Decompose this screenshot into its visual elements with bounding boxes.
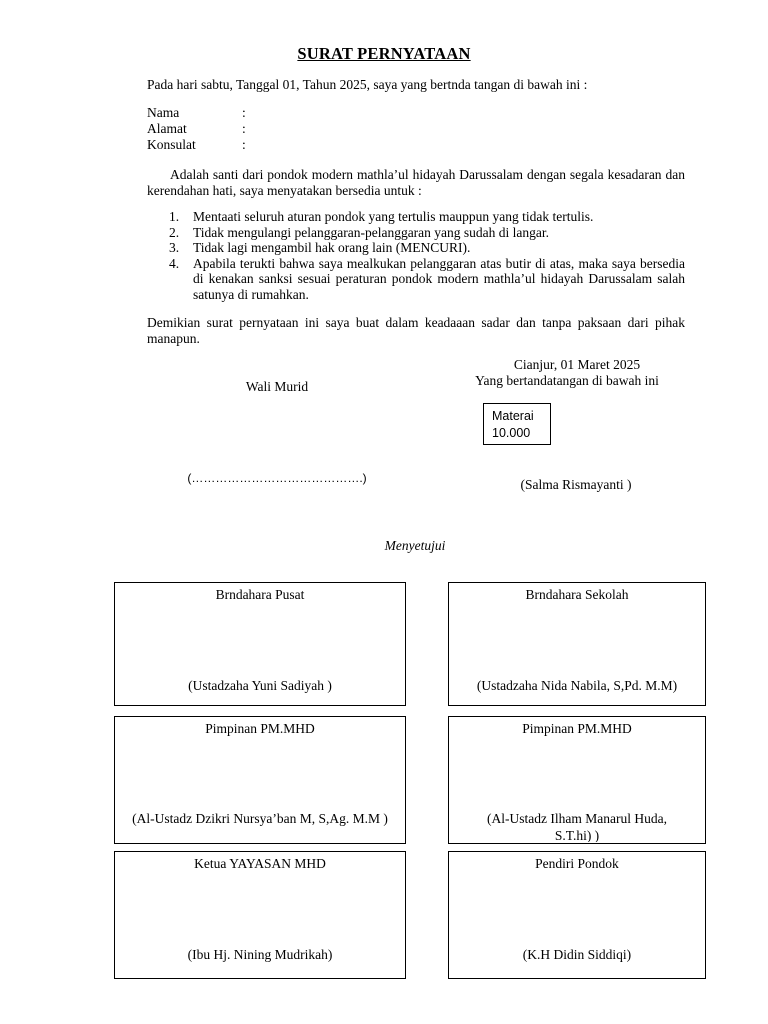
list-item-number: 3. xyxy=(169,240,180,255)
approval-name: (K.H Didin Siddiqi) xyxy=(522,947,632,962)
field-colon-alamat: : xyxy=(242,121,246,136)
statement-text: Adalah santi dari pondok modern mathla’ul hidayah Darussalam dengan segala kesadaran dan kerendahan hati, saya menyatakan bersedia untuk : xyxy=(147,167,685,198)
wali-signature-line: (…………………………………….) xyxy=(187,471,367,485)
list-item-number: 2. xyxy=(169,224,180,240)
list-item-text: Tidak lagi mengambil hak orang lain (MENCURI). xyxy=(193,240,471,255)
approval-name: (Ustadzaha Nida Nabila, S,Pd. M.M) xyxy=(476,678,678,693)
approval-box-pimpinan-2 xyxy=(448,716,706,844)
approval-name: (Al-Ustadz Dzikri Nursya’ban M, S,Ag. M.M ) xyxy=(132,811,388,826)
approval-heading: Menyetujui xyxy=(384,538,446,553)
list-item-text: Mentaati seluruh aturan pondok yang tertulis mauppun yang tidak tertulis. xyxy=(193,209,594,224)
place-date: Cianjur, 01 Maret 2025 xyxy=(513,357,641,372)
approval-role: Pimpinan PM.MHD xyxy=(522,721,632,736)
list-item xyxy=(147,225,685,241)
materai-label: Materai xyxy=(492,409,534,423)
list-item-text: Apabila terukti bahwa saya mealkukan pelanggaran atas butir di atas, maka saya bersedia di kenakan sanksi sesuai peraturan pondok modern mathla’ul hidayah Darussalam salah satunya di rumahkan. xyxy=(193,255,685,302)
list-item-number: 4. xyxy=(169,255,180,271)
approval-role: Brndahara Pusat xyxy=(215,587,305,602)
materai-stamp-box xyxy=(483,403,551,445)
list-item-number: 1. xyxy=(169,209,180,224)
list-item xyxy=(147,240,685,256)
approval-role: Pendiri Pondok xyxy=(535,856,619,871)
approval-box-pendiri-pondok xyxy=(448,851,706,979)
list-item-text: Tidak mengulangi pelanggaran-pelanggaran yang sudah di langar. xyxy=(193,224,550,240)
field-colon-nama: : xyxy=(242,105,246,120)
field-colon-konsulat: : xyxy=(242,137,246,152)
approval-role: Brndahara Sekolah xyxy=(525,587,629,602)
document-title: SURAT PERNYATAAN xyxy=(297,44,471,63)
approval-name: (Ustadzaha Yuni Sadiyah ) xyxy=(188,678,332,693)
materai-value: 10.000 xyxy=(492,426,531,440)
signer-caption: Yang bertandatangan di bawah ini xyxy=(475,373,659,388)
signer-name: (Salma Rismayanti ) xyxy=(520,477,632,492)
approval-box-bendahara-pusat xyxy=(114,582,406,706)
approval-role: Ketua YAYASAN MHD xyxy=(194,856,326,871)
approval-box-pimpinan-1 xyxy=(114,716,406,844)
field-label-alamat: Alamat xyxy=(147,121,187,136)
field-label-konsulat: Konsulat xyxy=(147,137,196,152)
commitment-list xyxy=(147,209,685,302)
approval-name: (Ibu Hj. Nining Mudrikah) xyxy=(187,947,333,962)
list-item xyxy=(147,256,685,303)
approval-box-ketua-yayasan xyxy=(114,851,406,979)
list-item xyxy=(147,209,685,225)
intro-text: Pada hari sabtu, Tanggal 01, Tahun 2025, saya yang bertnda tangan di bawah ini : xyxy=(147,77,588,92)
approval-box-bendahara-sekolah xyxy=(448,582,706,706)
approval-name: (Al-Ustadz Ilham Manarul Huda, S.T.hi) ) xyxy=(487,811,667,842)
field-label-nama: Nama xyxy=(147,105,180,120)
approval-role: Pimpinan PM.MHD xyxy=(205,721,315,736)
closing-text: Demikian surat pernyataan ini saya buat dalam keadaaan sadar dan tanpa paksaan dari pihak manapun. xyxy=(147,315,685,346)
wali-murid-label: Wali Murid xyxy=(245,379,309,394)
